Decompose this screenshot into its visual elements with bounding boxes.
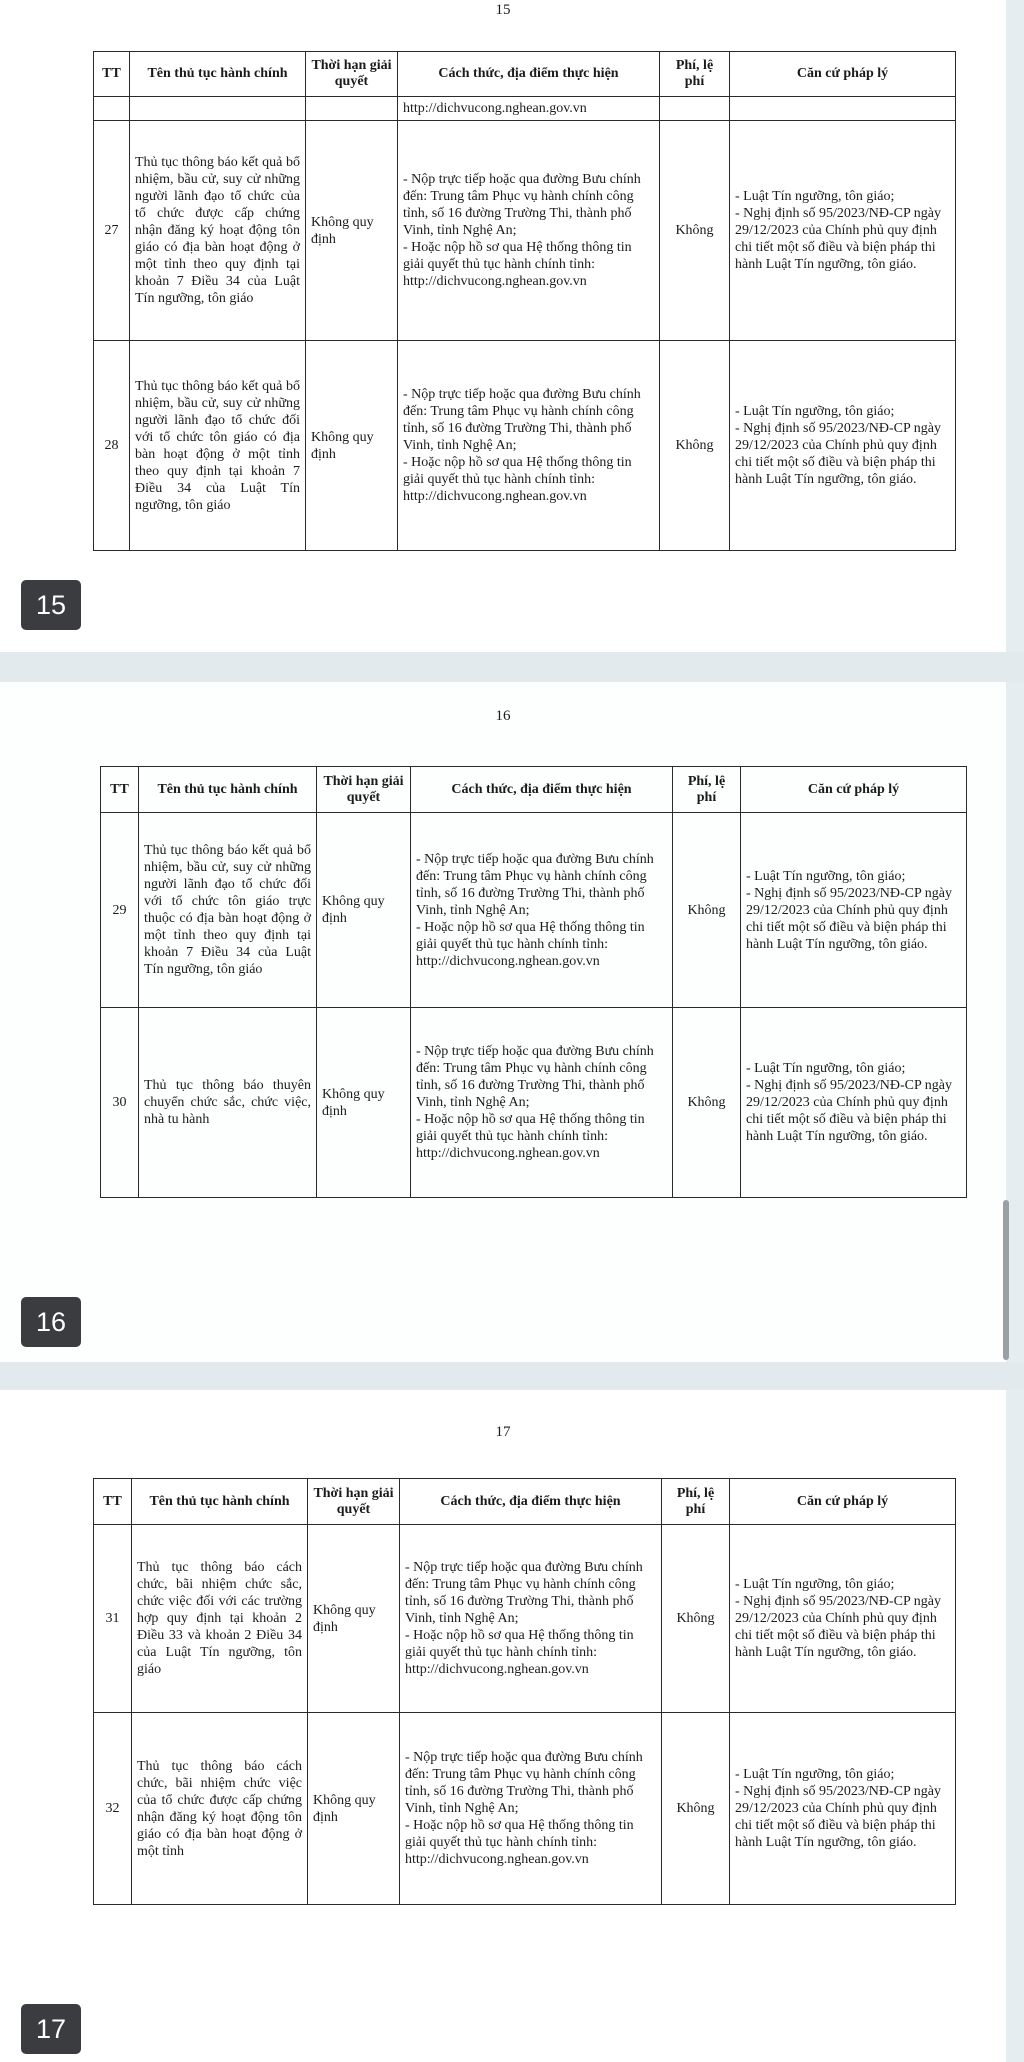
method-url: http://dichvucong.nghean.gov.vn — [416, 953, 600, 969]
page-number: 15 — [495, 2, 511, 18]
table-row — [94, 341, 956, 551]
row-tt: 29 — [101, 813, 139, 1008]
header-basis: Căn cứ pháp lý — [730, 1479, 956, 1525]
method-line: - Hoặc nộp hồ sơ qua Hệ thống thông tin giải quyết thủ tục hành chính tỉnh: — [403, 455, 632, 487]
method-line: - Hoặc nộp hồ sơ qua Hệ thống thông tin giải quyết thủ tục hành chính tỉnh: — [403, 240, 632, 272]
header-basis: Căn cứ pháp lý — [741, 767, 967, 813]
row-legal-basis — [741, 813, 967, 1008]
method-url: http://dichvucong.nghean.gov.vn — [405, 1852, 589, 1867]
row-procedure-name: Thủ tục thông báo kết quả bổ nhiệm, bầu cử, suy cử những người lãnh đạo tổ chức của tổ chức được cấp chứng nhận đăng ký hoạt động tôn giáo có địa bàn hoạt động ở một tỉnh theo quy định tại khoản 7 Điều 34 của Luật Tín ngưỡng, tôn giáo — [130, 121, 306, 341]
procedure-table — [100, 766, 967, 1198]
header-name: Tên thủ tục hành chính — [139, 767, 317, 813]
method-line: - Hoặc nộp hồ sơ qua Hệ thống thông tin giải quyết thủ tục hành chính tỉnh: — [416, 919, 645, 952]
row-tt: 32 — [94, 1713, 132, 1905]
carryover-url: http://dichvucong.nghean.gov.vn — [398, 97, 660, 121]
table-row — [94, 1713, 956, 1905]
row-procedure-name: Thủ tục thông báo cách chức, bãi nhiệm chức việc của tổ chức được cấp chứng nhận đăng ký hoạt động tôn giáo có địa bàn hoạt động ở một tỉnh — [132, 1713, 308, 1905]
row-time-limit: Không quy định — [306, 341, 398, 551]
table-row — [94, 1525, 956, 1713]
header-name: Tên thủ tục hành chính — [130, 52, 306, 97]
header-time: Thời hạn giải quyết — [317, 767, 411, 813]
method-line: - Hoặc nộp hồ sơ qua Hệ thống thông tin giải quyết thủ tục hành chính tỉnh: — [405, 1818, 634, 1850]
row-legal-basis — [730, 1525, 956, 1713]
row-tt: 30 — [101, 1008, 139, 1198]
header-method: Cách thức, địa điểm thực hiện — [398, 52, 660, 97]
page-badge-16: 16 — [21, 1297, 81, 1347]
basis-line: - Nghị định số 95/2023/NĐ-CP ngày 29/12/2023 của Chính phủ quy định chi tiết một số điều và biện pháp thi hành Luật Tín ngưỡng, tôn giáo. — [735, 206, 941, 272]
basis-line: - Luật Tín ngưỡng, tôn giáo; — [735, 189, 895, 204]
method-url: http://dichvucong.nghean.gov.vn — [403, 489, 587, 504]
vertical-scrollbar[interactable] — [1003, 1200, 1009, 1360]
row-tt: 27 — [94, 121, 130, 341]
table-row — [101, 813, 967, 1008]
row-fee: Không — [662, 1713, 730, 1905]
method-line: - Nộp trực tiếp hoặc qua đường Bưu chính đến: Trung tâm Phục vụ hành chính công tỉnh, số 16 đường Trường Thi, thành phố Vinh, tỉnh Nghệ An; — [405, 1560, 643, 1626]
row-time-limit: Không quy định — [317, 1008, 411, 1198]
row-legal-basis — [741, 1008, 967, 1198]
row-procedure-name: Thủ tục thông báo thuyên chuyển chức sắc, chức việc, nhà tu hành — [139, 1008, 317, 1198]
method-url: http://dichvucong.nghean.gov.vn — [416, 1146, 600, 1161]
table-row — [101, 1008, 967, 1198]
header-name: Tên thủ tục hành chính — [132, 1479, 308, 1525]
row-time-limit: Không quy định — [317, 813, 411, 1008]
basis-line: - Nghị định số 95/2023/NĐ-CP ngày 29/12/2023 của Chính phủ quy định chi tiết một số điều và biện pháp thi hành Luật Tín ngưỡng, tôn giáo. — [746, 1078, 952, 1144]
method-line: - Nộp trực tiếp hoặc qua đường Bưu chính đến: Trung tâm Phục vụ hành chính công tỉnh, số 16 đường Trường Thi, thành phố Vinh, tỉnh Nghệ An; — [403, 172, 641, 238]
header-method: Cách thức, địa điểm thực hiện — [400, 1479, 662, 1525]
row-procedure-name: Thủ tục thông báo kết quả bổ nhiệm, bầu cử, suy cử những người lãnh đạo tổ chức đối với tổ chức tôn giáo có địa bàn hoạt động ở một tỉnh theo quy định tại khoản 7 Điều 34 của Luật Tín ngưỡng, tôn giáo — [130, 341, 306, 551]
header-tt: TT — [101, 767, 139, 813]
method-line: - Hoặc nộp hồ sơ qua Hệ thống thông tin giải quyết thủ tục hành chính tỉnh: — [405, 1628, 634, 1660]
row-time-limit: Không quy định — [308, 1525, 400, 1713]
row-procedure-name: Thủ tục thông báo kết quả bổ nhiệm, bầu cử, suy cử những người lãnh đạo tổ chức đối với tổ chức tôn giáo trực thuộc có địa bàn hoạt động ở một tỉnh theo quy định tại khoản 7 Điều 34 của Luật Tín ngưỡng, tôn giáo — [139, 813, 317, 1008]
basis-line: - Nghị định số 95/2023/NĐ-CP ngày 29/12/2023 của Chính phủ quy định chi tiết một số điều và biện pháp thi hành Luật Tín ngưỡng, tôn giáo. — [735, 421, 941, 487]
row-method — [398, 341, 660, 551]
row-legal-basis — [730, 1713, 956, 1905]
header-method: Cách thức, địa điểm thực hiện — [411, 767, 673, 813]
document-page-15 — [0, 0, 1006, 652]
method-line: - Nộp trực tiếp hoặc qua đường Bưu chính đến: Trung tâm Phục vụ hành chính công tỉnh, số 16 đường Trường Thi, thành phố Vinh, tỉnh Nghệ An; — [403, 387, 641, 453]
table-header-row — [101, 767, 967, 813]
method-url: http://dichvucong.nghean.gov.vn — [405, 1662, 589, 1677]
table-header-row — [94, 1479, 956, 1525]
method-line: - Nộp trực tiếp hoặc qua đường Bưu chính đến: Trung tâm Phục vụ hành chính công tỉnh, số 16 đường Trường Thi, thành phố Vinh, tỉnh Nghệ An; — [405, 1750, 643, 1816]
document-page-17 — [0, 1390, 1006, 2062]
method-url: http://dichvucong.nghean.gov.vn — [403, 274, 587, 289]
row-time-limit: Không quy định — [308, 1713, 400, 1905]
method-line: - Hoặc nộp hồ sơ qua Hệ thống thông tin giải quyết thủ tục hành chính tỉnh: — [416, 1112, 645, 1144]
page-gap — [0, 1362, 1024, 1390]
table-header-row — [94, 52, 956, 97]
row-fee: Không — [662, 1525, 730, 1713]
row-tt: 28 — [94, 341, 130, 551]
page-badge-17: 17 — [21, 2004, 81, 2054]
header-fee: Phí, lệ phí — [660, 52, 730, 97]
page-number: 16 — [495, 708, 511, 724]
basis-line: - Luật Tín ngưỡng, tôn giáo; — [735, 1767, 895, 1782]
header-time: Thời hạn giải quyết — [308, 1479, 400, 1525]
page-gap — [0, 652, 1024, 682]
basis-line: - Luật Tín ngưỡng, tôn giáo; — [735, 1577, 895, 1592]
row-fee: Không — [673, 813, 741, 1008]
header-basis: Căn cứ pháp lý — [730, 52, 956, 97]
procedure-table — [93, 1478, 956, 1905]
table-row — [94, 121, 956, 341]
method-line: - Nộp trực tiếp hoặc qua đường Bưu chính đến: Trung tâm Phục vụ hành chính công tỉnh, số 16 đường Trường Thi, thành phố Vinh, tỉnh Nghệ An; — [416, 851, 654, 918]
row-tt: 31 — [94, 1525, 132, 1713]
row-fee: Không — [660, 121, 730, 341]
page-badge-15: 15 — [21, 580, 81, 630]
basis-line: - Nghị định số 95/2023/NĐ-CP ngày 29/12/2023 của Chính phủ quy định chi tiết một số điều và biện pháp thi hành Luật Tín ngưỡng, tôn giáo. — [735, 1784, 941, 1850]
method-line: - Nộp trực tiếp hoặc qua đường Bưu chính đến: Trung tâm Phục vụ hành chính công tỉnh, số 16 đường Trường Thi, thành phố Vinh, tỉnh Nghệ An; — [416, 1044, 654, 1110]
row-method — [411, 813, 673, 1008]
header-time: Thời hạn giải quyết — [306, 52, 398, 97]
header-tt: TT — [94, 52, 130, 97]
row-legal-basis — [730, 341, 956, 551]
basis-line: - Nghị định số 95/2023/NĐ-CP ngày 29/12/2023 của Chính phủ quy định chi tiết một số điều và biện pháp thi hành Luật Tín ngưỡng, tôn giáo. — [746, 885, 952, 952]
header-fee: Phí, lệ phí — [673, 767, 741, 813]
procedure-table — [93, 51, 956, 551]
row-fee: Không — [673, 1008, 741, 1198]
header-tt: TT — [94, 1479, 132, 1525]
table-row-carryover — [94, 97, 956, 121]
row-method — [411, 1008, 673, 1198]
row-legal-basis — [730, 121, 956, 341]
row-procedure-name: Thủ tục thông báo cách chức, bãi nhiệm chức sắc, chức việc đối với các trường hợp quy định tại khoản 2 Điều 33 và khoản 2 Điều 34 của Luật Tín ngưỡng, tôn giáo — [132, 1525, 308, 1713]
basis-line: - Luật Tín ngưỡng, tôn giáo; — [746, 1061, 906, 1076]
row-method — [398, 121, 660, 341]
document-page-16 — [0, 682, 1006, 1362]
header-fee: Phí, lệ phí — [662, 1479, 730, 1525]
row-method — [400, 1713, 662, 1905]
basis-line: - Luật Tín ngưỡng, tôn giáo; — [735, 404, 895, 419]
basis-line: - Nghị định số 95/2023/NĐ-CP ngày 29/12/2023 của Chính phủ quy định chi tiết một số điều và biện pháp thi hành Luật Tín ngưỡng, tôn giáo. — [735, 1594, 941, 1660]
row-time-limit: Không quy định — [306, 121, 398, 341]
page-number: 17 — [495, 1424, 511, 1440]
row-method — [400, 1525, 662, 1713]
basis-line: - Luật Tín ngưỡng, tôn giáo; — [746, 868, 906, 884]
row-fee: Không — [660, 341, 730, 551]
